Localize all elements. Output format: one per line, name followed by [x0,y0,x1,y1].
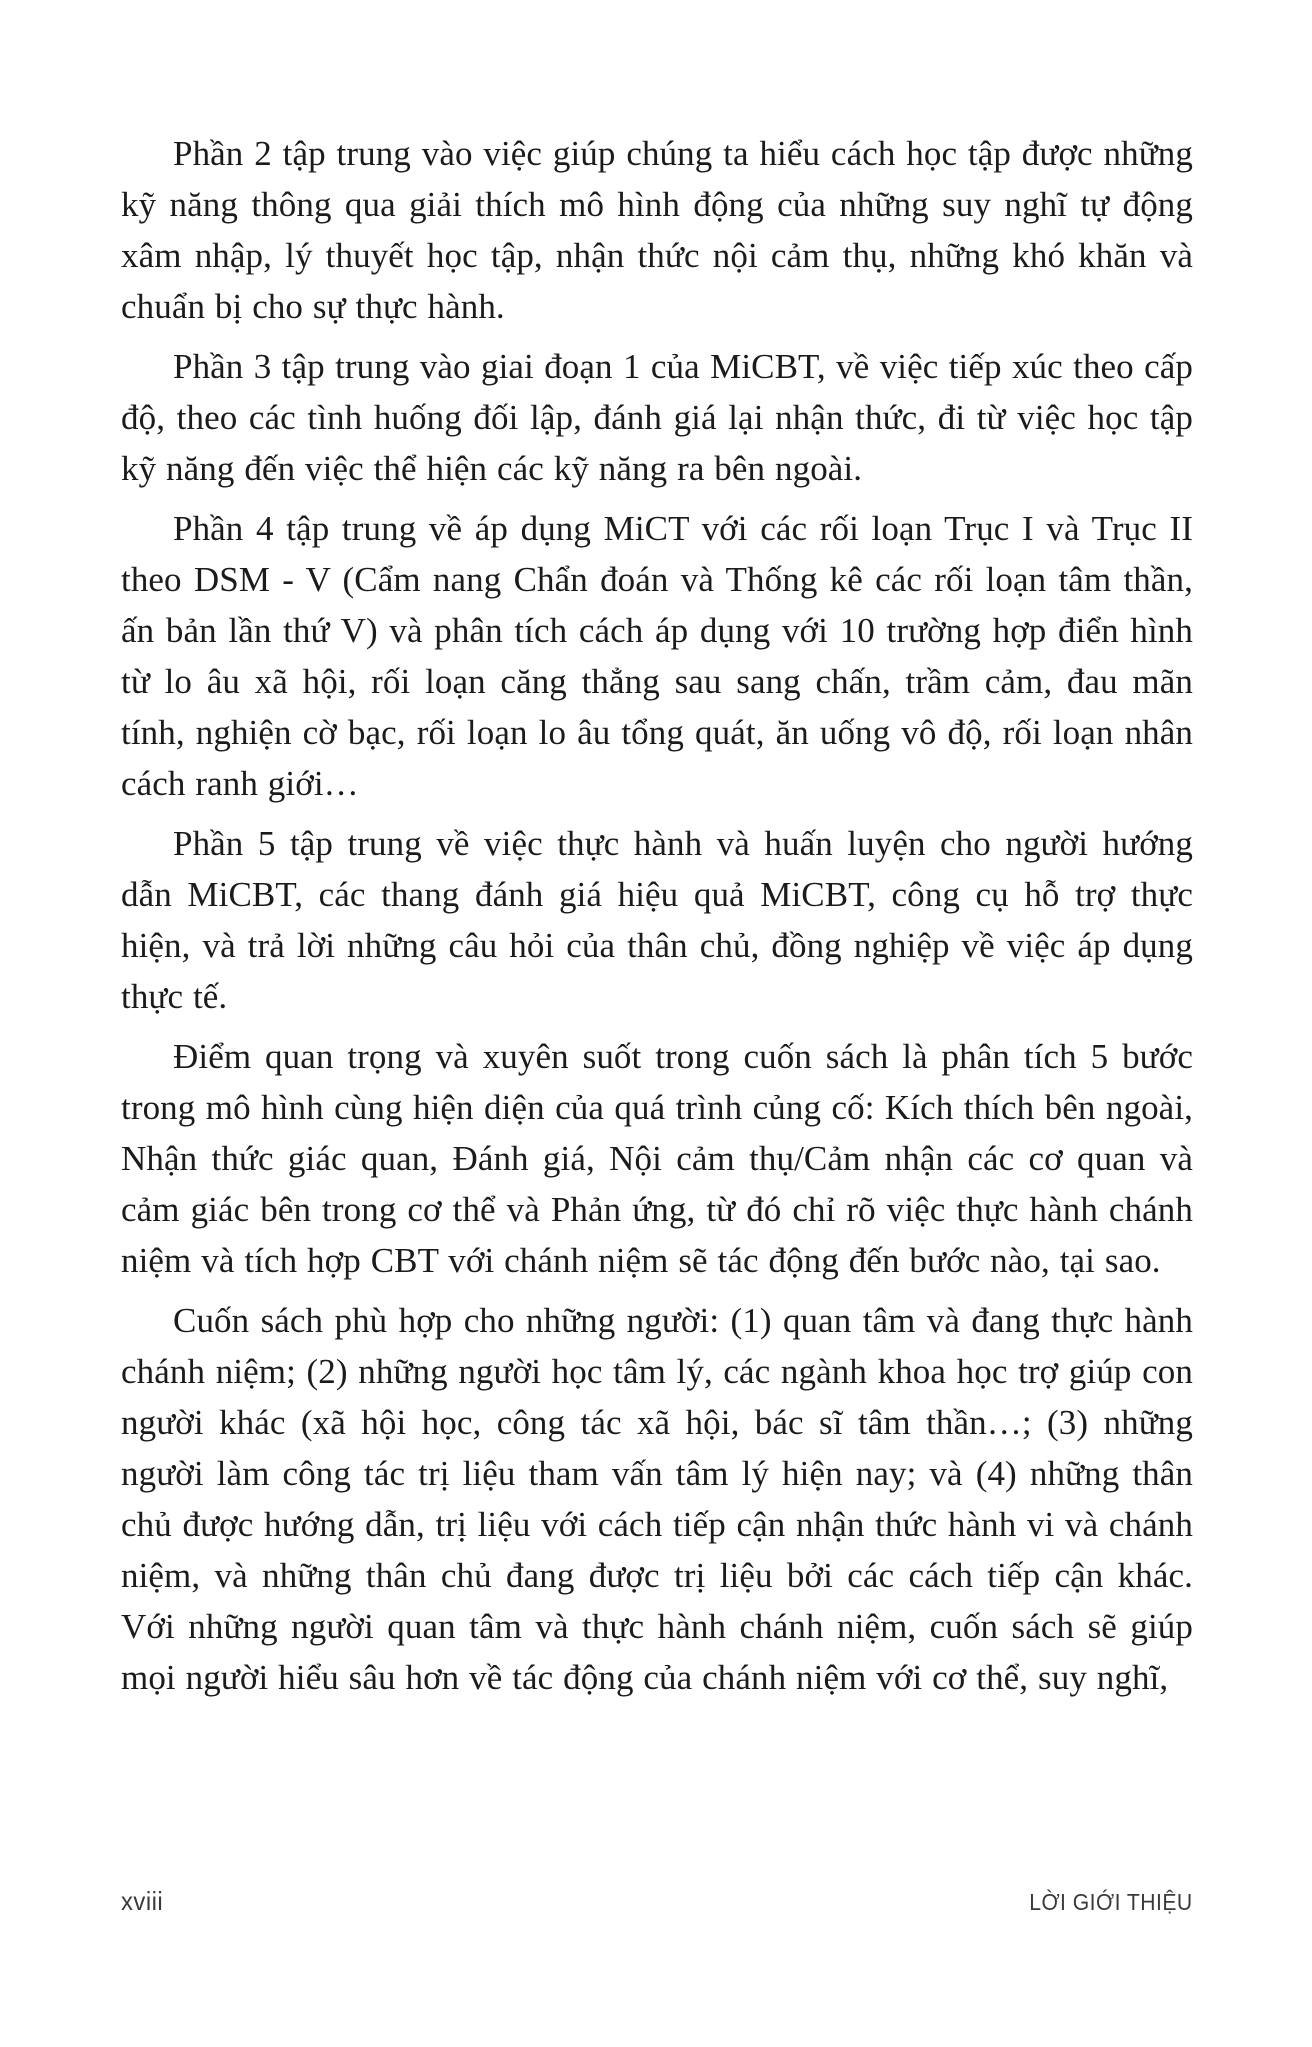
paragraph: Phần 5 tập trung về việc thực hành và huấn luyện cho người hướng dẫn MiCBT, các thang đánh giá hiệu quả MiCBT, công cụ hỗ trợ thực hiện, và trả lời những câu hỏi của thân chủ, đồng nghiệp về việc áp dụng thực tế. [121,824,1193,1016]
body-text [121,128,1193,1712]
paragraph: Phần 2 tập trung vào việc giúp chúng ta hiểu cách học tập được những kỹ năng thông qua giải thích mô hình động của những suy nghĩ tự động xâm nhập, lý thuyết học tập, nhận thức nội cảm thụ, những khó khăn và chuẩn bị cho sự thực hành. [121,134,1193,326]
page-footer [121,1886,1193,1917]
section-title: LỜI GIỚI THIỆU [1029,1889,1193,1915]
paragraph: Cuốn sách phù hợp cho những người: (1) quan tâm và đang thực hành chánh niệm; (2) những người học tâm lý, các ngành khoa học trợ giúp con người khác (xã hội học, công tác xã hội, bác sĩ tâm thần…; (3) những người làm công tác trị liệu tham vấn tâm lý hiện nay; và (4) những thân chủ được hướng dẫn, trị liệu với cách tiếp cận nhận thức hành vi và chánh niệm, và những thân chủ đang được trị liệu bởi các cách tiếp cận khác. Với những người quan tâm và thực hành chánh niệm, cuốn sách sẽ giúp mọi người hiểu sâu hơn về tác động của chánh niệm với cơ thể, suy nghĩ, [121,1301,1193,1697]
page-number: xviii [121,1886,164,1916]
paragraph: Điểm quan trọng và xuyên suốt trong cuốn sách là phân tích 5 bước trong mô hình cùng hiện diện của quá trình củng cố: Kích thích bên ngoài, Nhận thức giác quan, Đánh giá, Nội cảm thụ/Cảm nhận các cơ quan và cảm giác bên trong cơ thể và Phản ứng, từ đó chỉ rõ việc thực hành chánh niệm và tích hợp CBT với chánh niệm sẽ tác động đến bước nào, tại sao. [121,1037,1193,1280]
paragraph: Phần 4 tập trung về áp dụng MiCT với các rối loạn Trục I và Trục II theo DSM - V (Cẩm nang Chẩn đoán và Thống kê các rối loạn tâm thần, ấn bản lần thứ V) và phân tích cách áp dụng với 10 trường hợp điển hình từ lo âu xã hội, rối loạn căng thẳng sau sang chấn, trầm cảm, đau mãn tính, nghiện cờ bạc, rối loạn lo âu tổng quát, ăn uống vô độ, rối loạn nhân cách ranh giới… [121,509,1193,803]
paragraph: Phần 3 tập trung vào giai đoạn 1 của MiCBT, về việc tiếp xúc theo cấp độ, theo các tình huống đối lập, đánh giá lại nhận thức, đi từ việc học tập kỹ năng đến việc thể hiện các kỹ năng ra bên ngoài. [121,347,1193,488]
